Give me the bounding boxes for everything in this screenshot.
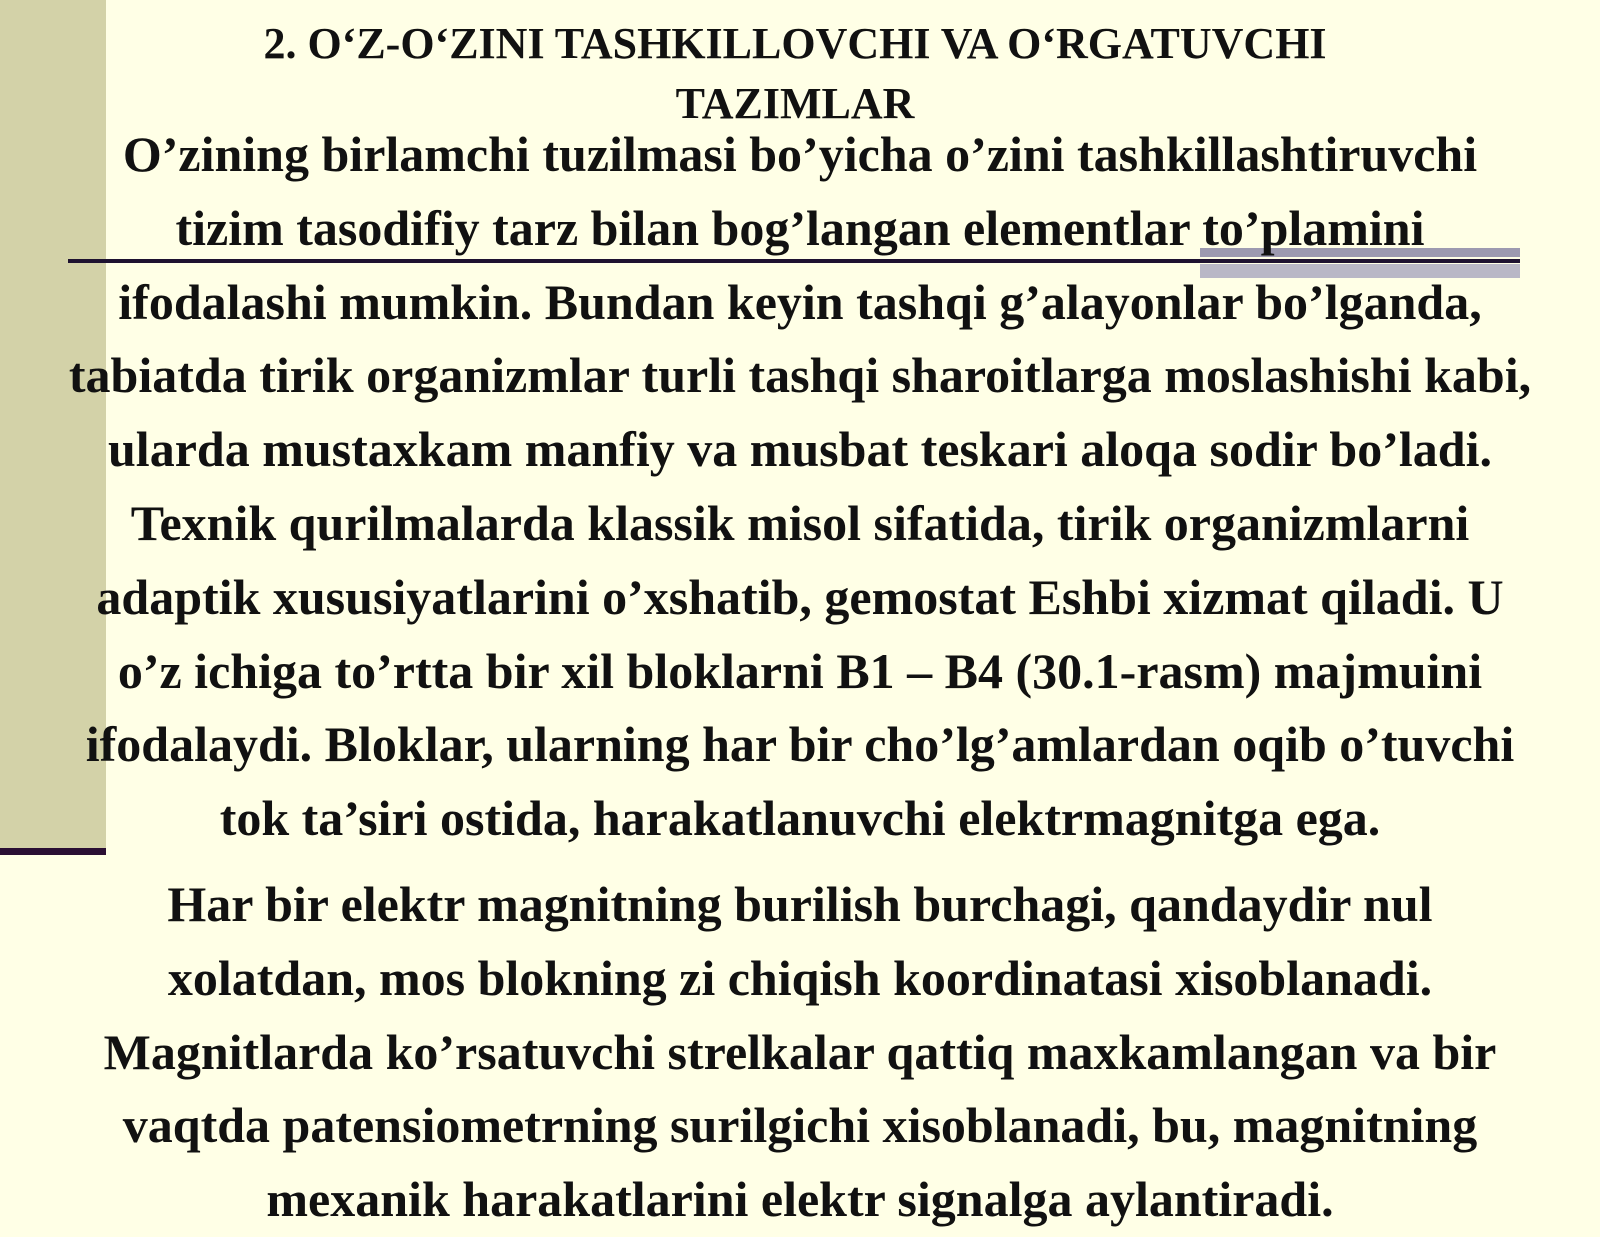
body-line: adaptik xususiyatlarini o’xshatib, gemostat Eshbi xizmat qiladi. U	[96, 568, 1504, 625]
body-line: ifodalashi mumkin. Bundan keyin tashqi g’alayonlar bo’lganda,	[118, 273, 1482, 330]
body-line: O’zining birlamchi tuzilmasi bo’yicha o’zini tashkillashtiruvchi	[122, 126, 1478, 182]
body-line: ularda mustaxkam manfiy va musbat teskari aloqa sodir bo’ladi.	[108, 421, 1492, 478]
body-line: mexanik harakatlarini elektr signalga aylantiradi.	[266, 1171, 1334, 1228]
body-line: ifodalaydi. Bloklar, ularning har bir cho’lg’amlardan oqib o’tuvchi	[85, 716, 1515, 773]
slide-title-line-1: 2. O‘Z-O‘ZINI TASHKILLOVCHI VA O‘RGATUVCHI	[263, 19, 1327, 68]
body-line: Har bir elektr magnitning burilish burchagi, qandaydir nul	[167, 875, 1433, 932]
slide-title	[160, 14, 1430, 134]
body-line: Texnik qurilmalarda klassik misol sifatida, tirik organizmlarni	[130, 494, 1470, 551]
paragraph-gap	[0, 856, 1600, 868]
body-line: xolatdan, mos blokning zi chiqish koordinatasi xisoblanadi.	[167, 949, 1433, 1006]
slide-title-line-2: TAZIMLAR	[675, 79, 915, 128]
body-line: tabiatda tirik organizmlar turli tashqi sharoitlarga moslashishi kabi,	[68, 347, 1532, 404]
body-line: Magnitlarda ko’rsatuvchi strelkalar qattiq maxkamlangan va bir	[103, 1023, 1497, 1080]
body-line: tizim tasodifiy tarz bilan bog’langan elementlar to’plamini	[175, 199, 1425, 256]
body-line: vaqtda patensiometrning surilgichi xisoblanadi, bu, magnitning	[122, 1097, 1478, 1154]
slide-body-text	[0, 118, 1600, 1237]
body-line: o’z ichiga to’rtta bir xil bloklarni B1 – B4 (30.1-rasm) majmuini	[117, 642, 1483, 699]
body-line: tok ta’siri ostida, harakatlanuvchi elektrmagnitga ega.	[219, 790, 1381, 847]
